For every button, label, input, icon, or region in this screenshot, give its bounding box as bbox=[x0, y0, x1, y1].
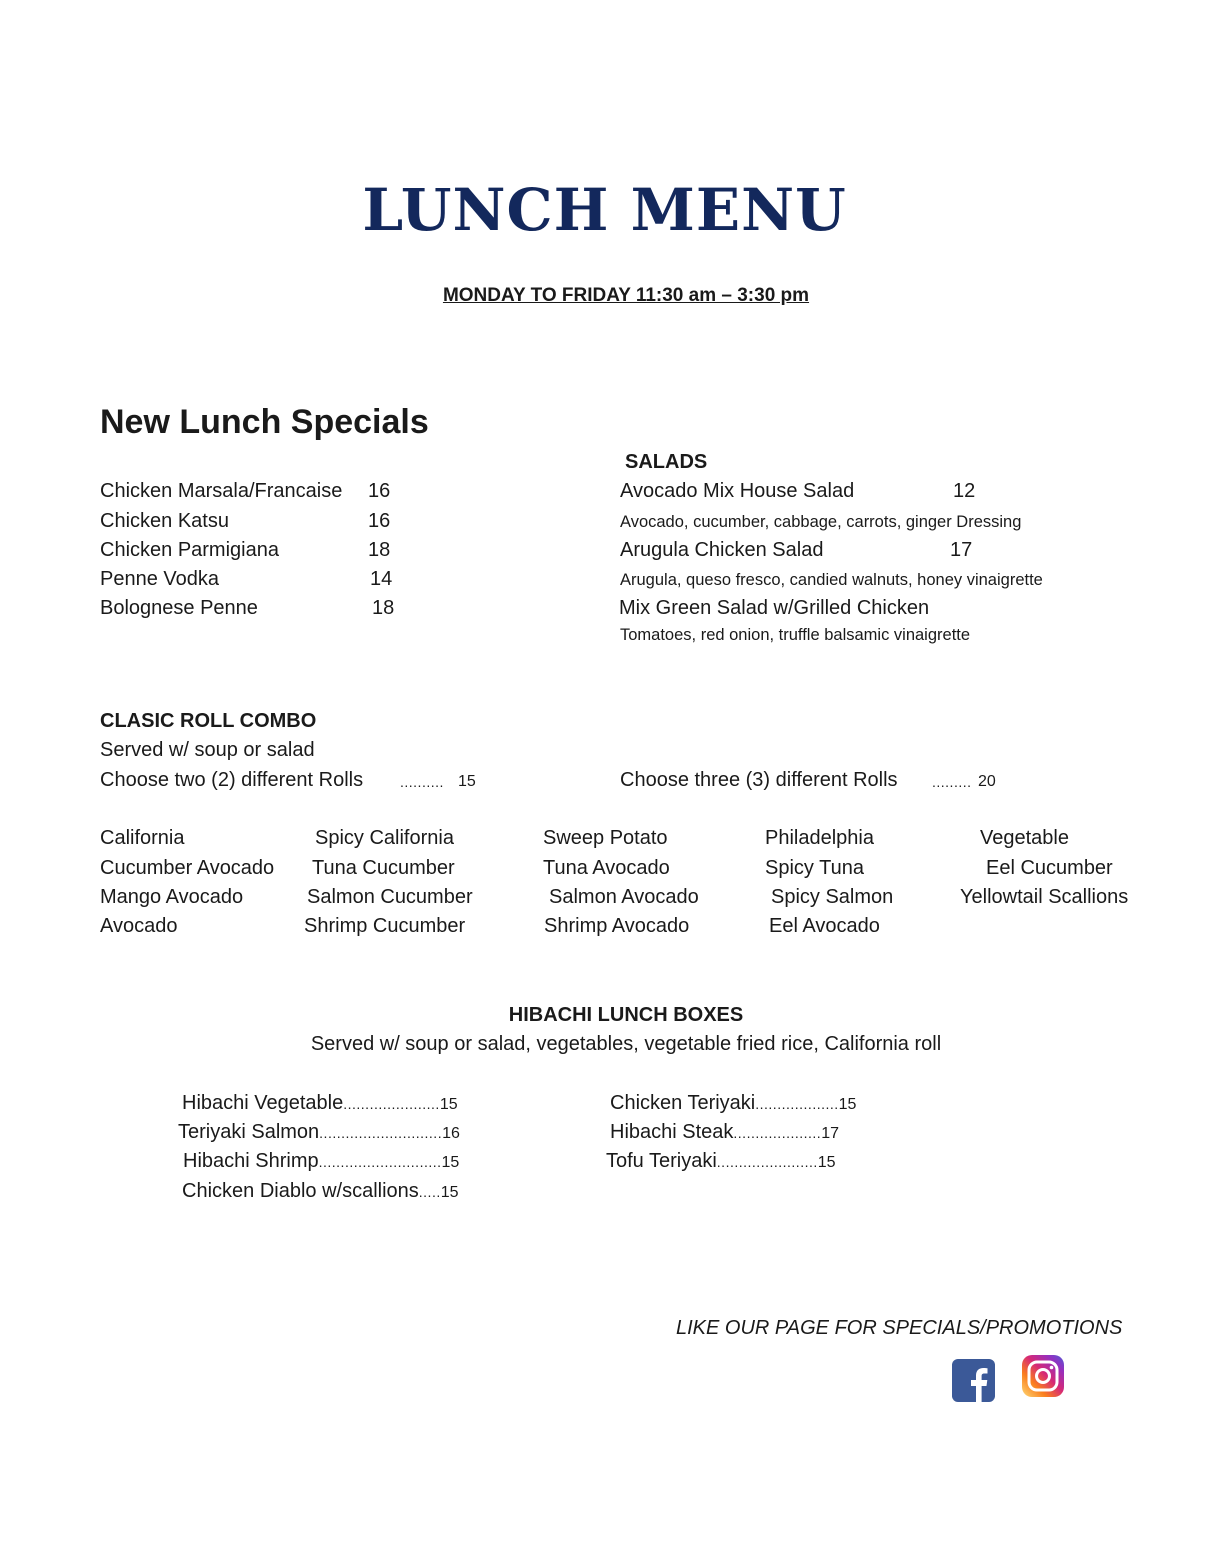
roll-item: Spicy Salmon bbox=[771, 886, 894, 908]
hibachi-item-price: 15 bbox=[440, 1184, 459, 1201]
roll-item: Spicy California bbox=[315, 827, 454, 849]
instagram-icon[interactable] bbox=[1022, 1355, 1064, 1397]
hibachi-served: Served w/ soup or salad, vegetables, vegetable fried rice, California roll bbox=[310, 1033, 942, 1055]
salad-name: Avocado Mix House Salad bbox=[620, 480, 855, 502]
hibachi-item bbox=[606, 1150, 836, 1173]
roll-item: Salmon Cucumber bbox=[307, 886, 473, 908]
roll-combo-heading: CLASIC ROLL COMBO bbox=[100, 710, 317, 732]
roll-item: Spicy Tuna bbox=[765, 857, 864, 879]
hibachi-item-name: Chicken Teriyaki bbox=[610, 1092, 756, 1114]
special-name: Penne Vodka bbox=[100, 568, 219, 590]
roll-item: Eel Cucumber bbox=[986, 857, 1113, 879]
choose-two-dots: .......... bbox=[400, 774, 444, 790]
hibachi-item-dots: ................... bbox=[755, 1096, 839, 1112]
special-price: 16 bbox=[368, 510, 391, 532]
roll-item: Avocado bbox=[100, 915, 178, 937]
salads-heading: SALADS bbox=[625, 451, 708, 473]
choose-three-dots: ......... bbox=[932, 774, 972, 790]
social-promo-text: LIKE OUR PAGE FOR SPECIALS/PROMOTIONS bbox=[676, 1317, 1123, 1339]
roll-item: Philadelphia bbox=[765, 827, 874, 849]
choose-three-price: 20 bbox=[978, 773, 996, 790]
hibachi-item bbox=[182, 1180, 459, 1203]
hibachi-item-dots: ............................ bbox=[318, 1154, 442, 1170]
salad-description: Arugula, queso fresco, candied walnuts, honey vinaigrette bbox=[620, 571, 1043, 589]
roll-item: Shrimp Cucumber bbox=[304, 915, 466, 937]
salad-price: 12 bbox=[953, 480, 976, 502]
hibachi-item-price: 15 bbox=[838, 1096, 857, 1113]
special-name: Bolognese Penne bbox=[100, 597, 258, 619]
salad-name: Mix Green Salad w/Grilled Chicken bbox=[619, 597, 930, 619]
roll-item: Sweep Potato bbox=[543, 827, 668, 849]
hibachi-item-name: Hibachi Shrimp bbox=[183, 1150, 319, 1172]
roll-item: Tuna Avocado bbox=[543, 857, 670, 879]
hibachi-item bbox=[178, 1121, 460, 1144]
salad-name: Arugula Chicken Salad bbox=[620, 539, 824, 561]
hibachi-item-dots: ....................... bbox=[716, 1154, 818, 1170]
roll-item: Tuna Cucumber bbox=[312, 857, 455, 879]
hibachi-item bbox=[182, 1092, 458, 1115]
hibachi-item-price: 17 bbox=[821, 1125, 839, 1142]
salad-description: Avocado, cucumber, cabbage, carrots, ginger Dressing bbox=[620, 513, 1022, 531]
choose-three-label: Choose three (3) different Rolls bbox=[620, 769, 898, 791]
roll-item: Shrimp Avocado bbox=[544, 915, 690, 937]
hibachi-item-dots: ............................ bbox=[319, 1125, 443, 1141]
hibachi-item-name: Teriyaki Salmon bbox=[178, 1121, 320, 1143]
hibachi-item bbox=[183, 1150, 459, 1173]
hibachi-item-price: 15 bbox=[817, 1154, 836, 1171]
hibachi-item-price: 15 bbox=[441, 1154, 460, 1171]
facebook-icon[interactable] bbox=[952, 1359, 995, 1402]
choose-two-label: Choose two (2) different Rolls bbox=[100, 769, 364, 791]
hibachi-item-name: Hibachi Steak bbox=[610, 1121, 734, 1143]
roll-item: Vegetable bbox=[980, 827, 1069, 849]
choose-two-price: 15 bbox=[458, 773, 476, 790]
roll-item: Yellowtail Scallions bbox=[960, 886, 1129, 908]
hibachi-item-name: Hibachi Vegetable bbox=[182, 1092, 344, 1114]
special-price: 18 bbox=[368, 539, 391, 561]
special-price: 16 bbox=[368, 480, 391, 502]
specials-heading: New Lunch Specials bbox=[100, 403, 429, 441]
salad-price: 17 bbox=[950, 539, 973, 561]
hibachi-item-price: 15 bbox=[439, 1096, 458, 1113]
hibachi-heading: HIBACHI LUNCH BOXES bbox=[508, 1004, 744, 1026]
page-title: LUNCH MENU bbox=[362, 176, 847, 244]
hibachi-item-name: Chicken Diablo w/scallions bbox=[182, 1180, 419, 1202]
hibachi-item-dots: ...................... bbox=[343, 1096, 440, 1112]
roll-item: California bbox=[100, 827, 185, 849]
roll-item: Salmon Avocado bbox=[549, 886, 699, 908]
hibachi-item bbox=[610, 1092, 856, 1115]
roll-item: Cucumber Avocado bbox=[100, 857, 275, 879]
hibachi-item-name: Tofu Teriyaki bbox=[606, 1150, 717, 1172]
special-name: Chicken Katsu bbox=[100, 510, 229, 532]
hibachi-item bbox=[610, 1121, 839, 1144]
hibachi-item-dots: ..... bbox=[418, 1184, 441, 1200]
special-price: 14 bbox=[370, 568, 393, 590]
roll-item: Mango Avocado bbox=[100, 886, 244, 908]
hours-text: MONDAY TO FRIDAY 11:30 am – 3:30 pm bbox=[442, 285, 810, 306]
special-name: Chicken Marsala/Francaise bbox=[100, 480, 343, 502]
salad-description: Tomatoes, red onion, truffle balsamic vinaigrette bbox=[620, 626, 971, 644]
special-price: 18 bbox=[372, 597, 395, 619]
roll-item: Eel Avocado bbox=[769, 915, 880, 937]
hibachi-item-dots: .................... bbox=[733, 1125, 822, 1141]
special-name: Chicken Parmigiana bbox=[100, 539, 279, 561]
hibachi-item-price: 16 bbox=[442, 1125, 460, 1142]
roll-combo-served: Served w/ soup or salad bbox=[100, 739, 315, 761]
